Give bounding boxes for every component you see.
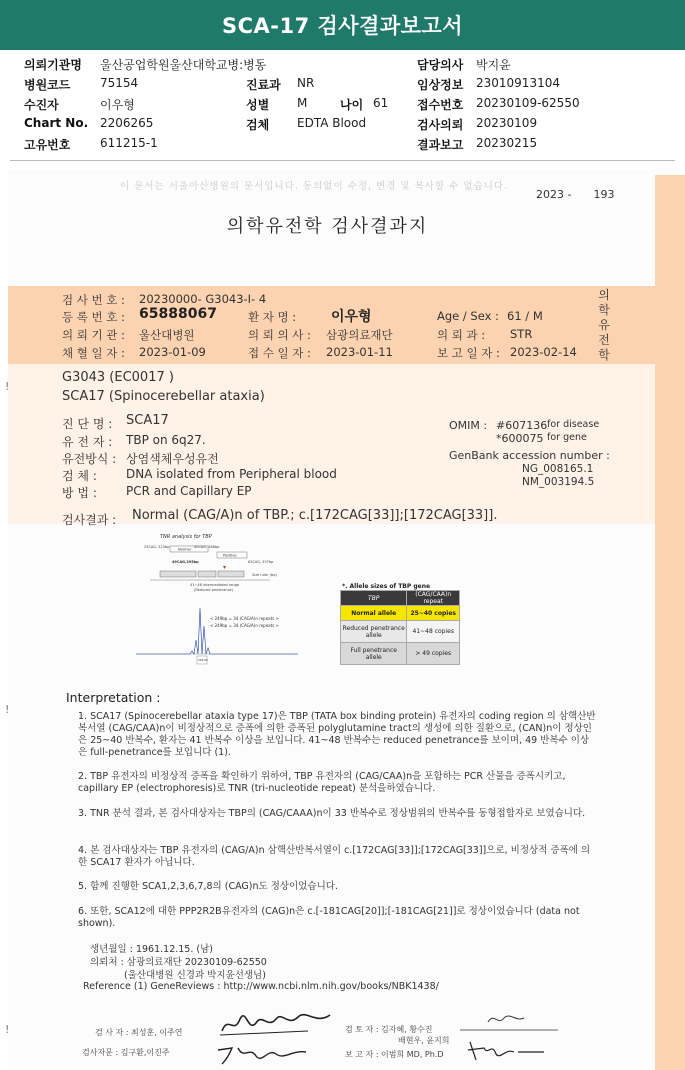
agesex-label: Age / Sex : — [437, 309, 499, 323]
hdr-label: 진료과 — [246, 78, 281, 92]
table-cell: Full penetrance allele — [341, 643, 407, 665]
table-header: TBP — [341, 591, 407, 606]
tester-signature — [218, 1005, 348, 1041]
segment-3 — [218, 571, 244, 577]
fig-label: 63CAG, 337bp — [248, 560, 274, 564]
interp-paragraph-5: 5. 함께 진행한 SCA1,2,3,6,7,8의 (CAG)n도 정상이었습니다. — [78, 881, 338, 892]
hdr-label: 나이 — [340, 98, 364, 112]
reference: Reference (1) GeneReviews : http://www.ncbi.nlm.nih.gov/books/NBK1438/ — [83, 981, 439, 992]
referrer: 의뢰처 : 삼광의료재단 20230109-62550 — [90, 957, 267, 968]
test-code: G3043 (EC0017 ) — [62, 370, 174, 385]
gene: TBP on 6q27. — [126, 433, 206, 447]
hdr-label: 결과보고 — [417, 138, 464, 152]
referrer-detail: (울산대병원 신경과 박지윤선생님) — [124, 970, 266, 981]
reg-no: 65888067 — [139, 306, 217, 322]
advisor-signature — [214, 1040, 314, 1066]
hdr-value: 61 — [373, 96, 389, 110]
hdr-value: 20230109 — [476, 116, 538, 130]
fig-label: Size ruler (bp) — [252, 573, 277, 577]
req-dept: STR — [510, 327, 533, 341]
genbank1: NG_008165.1 — [522, 463, 594, 475]
interp-paragraph-1: 1. SCA17 (Spinocerebellar ataxia type 17)은 TBP (TATA box binding protein) 유전자의 coding region 의 삼핵산반복서열 (CAG/CAA)n이 비정상적으로 증폭에 의한 증폭된 polyglutamine tract의 생성에 의한 질환으로, (CAN)n이 정상인은 25~40 반복수, 환자는 41 반복수 이상을 보입니다. 41~48 반복수는 reduced penetrance를 보이며, 49 반복수 이상은 full-penetrance를 보입니다 (1). — [78, 711, 596, 758]
hdr-label: 담당의사 — [417, 58, 464, 72]
hdr-value: 20230109-62550 — [476, 96, 580, 110]
method-label: 방 법 : — [62, 486, 97, 500]
interp-paragraph-3: 3. TNR 분석 결과, 본 검사대상자는 TBP의 (CAG/CAAA)n이 33 반복수로 정상범위의 반복수를 동형접합자로 보였습니다. — [78, 808, 586, 819]
inherit: 상염색체우성유전 — [126, 452, 219, 466]
method: PCR and Capillary EP — [126, 484, 252, 498]
hdr-label: 병원코드 — [24, 78, 71, 92]
specimen: DNA isolated from Peripheral blood — [126, 467, 337, 481]
hdr-label: 접수번호 — [417, 98, 464, 112]
genbank2: NM_003194.5 — [522, 476, 595, 488]
req-dept-label: 의 뢰 과 : — [437, 328, 486, 342]
omim2-note: for gene — [547, 432, 587, 443]
table-cell: > 49 copies — [407, 643, 460, 665]
birth-date: 생년월일 : 1961.12.15. (남) — [90, 944, 213, 955]
omim-label: OMIM : — [449, 419, 488, 432]
hdr-label: 성별 — [246, 98, 270, 112]
req-doc: 삼광의료재단 — [326, 328, 393, 342]
agesex: 61 / M — [507, 309, 543, 323]
table-header: (CAG/CAA)n repeat — [407, 591, 460, 606]
req-org-label: 의 뢰 기 관 : — [62, 328, 125, 342]
omim1-note: for disease — [547, 419, 600, 430]
result-label: 검사결과 : — [62, 513, 117, 527]
allele-table — [340, 583, 460, 676]
divider — [10, 160, 675, 161]
header-info — [0, 52, 685, 152]
hdr-value: 23010913104 — [476, 76, 560, 90]
hdr-value: M — [297, 96, 308, 110]
hdr-value: 75154 — [100, 76, 139, 90]
hdr-value: 이우형 — [100, 98, 135, 112]
hdr-label: 검체 — [246, 118, 270, 132]
specimen-label: 검 체 : — [62, 469, 97, 483]
signature-tester: 검 사 자 : 최성훈, 이주연 — [95, 1028, 183, 1037]
hdr-value: EDTA Blood — [297, 116, 367, 130]
signature-reviewer: 검 토 자 : 김자혜, 황수진 — [345, 1025, 433, 1034]
signature-advisor: 검사자문 : 김구환,이진주 — [82, 1048, 170, 1057]
interp-paragraph-2: 2. TBP 유전자의 비정상적 증폭을 확인하기 위하여, TBP 유전자의 (CAG/CAA)n을 포함하는 PCR 산물을 증폭시키고, capillary EP (electrophoresis)로 TNR (tri-nucleotide repeat) 분석을하였습니다. — [78, 771, 566, 794]
margin-tick: ! — [5, 380, 10, 393]
document-title: 의학유전학 검사결과지 — [226, 216, 429, 237]
fig-label: < 249bp = 34 (CAG/A)n repeats > — [210, 616, 279, 621]
signature-reviewer-2: 배현우, 윤지희 — [398, 1036, 450, 1045]
hdr-label: 임상정보 — [417, 78, 464, 92]
tnr-figure — [130, 530, 300, 665]
interpretation-title: Interpretation : — [66, 690, 161, 705]
hdr-label: 검사의뢰 — [417, 118, 464, 132]
doc-year: 2023 - — [536, 188, 572, 201]
segment-1 — [160, 571, 196, 577]
patient-label: 환 자 명 : — [248, 310, 297, 324]
allele-caption: *. Allele sizes of TBP gene — [342, 583, 431, 590]
report-title: SCA-17 검사결과보고서 — [0, 0, 685, 50]
marker-icon — [223, 566, 226, 569]
hdr-value: 2206265 — [100, 116, 154, 130]
draw-date: 2023-01-09 — [139, 345, 206, 359]
fig-label: (Reduced penetrance) — [194, 588, 234, 592]
trace-line — [136, 608, 298, 654]
reporter-signature — [464, 1036, 554, 1064]
segment-2 — [198, 571, 216, 577]
genbank-label: GenBank accession number : — [449, 449, 610, 462]
test-name: SCA17 (Spinocerebellar ataxia) — [62, 389, 265, 404]
omim1: #607136 — [496, 419, 548, 432]
interp-paragraph-6: 6. 또한, SCA12에 대한 PPP2R2B유전자의 (CAG)n은 c.[-181CAG[20]];[-181CAG[21]]로 정상이었습니다 (data not shown). — [78, 906, 580, 929]
table-cell: Reduced penetrance allele — [341, 621, 407, 643]
hdr-value: 20230215 — [476, 136, 538, 150]
watermark-text: 이 문서는 서울아산병원의 문서입니다. 동의없이 수정, 변경 및 복사할 수 없습니다. — [120, 181, 509, 192]
fig-title: TNR analysis for TBP — [160, 534, 212, 540]
doc-number: 193 — [593, 188, 615, 201]
hdr-value: 울산공업학원울산대학교병:병동 — [100, 58, 267, 72]
exam-no-label: 검 사 번 호 : — [62, 293, 125, 307]
fig-label: 49CAG,295bp — [172, 560, 199, 564]
hdr-value: NR — [297, 76, 315, 90]
draw-label: 채 혈 일 자 : — [62, 346, 125, 360]
reg-no-label: 등 록 번 호 : — [62, 310, 125, 324]
report-label: 보 고 일 자 : — [437, 346, 500, 360]
side-vertical-title: 의학유전학 — [598, 288, 610, 362]
report-date: 2023-02-14 — [510, 345, 577, 359]
table-cell: 41~48 copies — [407, 621, 460, 643]
interp-paragraph-4: 4. 본 검사대상자는 TBP 유전자의 (CAG/A)n 삼핵산반복서열이 c.[172CAG[33]];[172CAG[33]]으로, 비정상적 증폭에 의한 SCA17 환자가 아닙니다. — [78, 845, 591, 868]
hdr-label: 고유번호 — [24, 138, 71, 152]
hdr-label: Chart No. — [24, 116, 89, 130]
patient-name: 이우형 — [331, 309, 372, 325]
table-cell: Normal allele — [341, 606, 407, 621]
signature-reporter: 보 고 자 : 이범희 MD, Ph.D — [345, 1050, 444, 1059]
fig-label: 40CAG, 268bp — [194, 545, 220, 549]
fig-label: 41~48 intermediated range — [190, 583, 239, 587]
inherit-label: 유전방식 : — [62, 452, 117, 466]
diag: SCA17 — [126, 413, 169, 428]
table-cell: 25~40 copies — [407, 606, 460, 621]
fig-label: 25CAG, 223bp — [144, 545, 170, 549]
fig-label: Positive — [223, 553, 237, 558]
fig-label: < 249bp = 34 (CAG/A)n repeats > — [210, 623, 279, 628]
hdr-label: 수진자 — [24, 98, 59, 112]
reviewer-signature — [458, 1008, 568, 1036]
side-stripe — [655, 175, 685, 1070]
exam-no: 20230000- G3043-I- 4 — [139, 292, 267, 306]
omim2: *600075 — [496, 432, 544, 445]
gene-label: 유 전 자 : — [62, 435, 113, 449]
fig-label: Normal — [178, 547, 191, 552]
peak-label: 249.60 — [198, 658, 208, 662]
document-number — [536, 188, 614, 201]
margin-tick: ! — [5, 1023, 10, 1036]
recv-date: 2023-01-11 — [326, 345, 393, 359]
margin-tick: ! — [5, 703, 10, 716]
hdr-value: 611215-1 — [100, 136, 158, 150]
hdr-value: 박지윤 — [476, 58, 511, 72]
req-doc-label: 의 뢰 의 사 : — [248, 328, 311, 342]
req-org: 울산대병원 — [139, 328, 195, 342]
diag-label: 진 단 명 : — [62, 417, 113, 431]
recv-label: 접 수 일 자 : — [248, 346, 311, 360]
hdr-label: 의뢰기관명 — [24, 58, 82, 72]
result-value: Normal (CAG/A)n of TBP.; c.[172CAG[33]];[172CAG[33]]. — [132, 508, 498, 523]
allele-grid — [340, 590, 460, 665]
